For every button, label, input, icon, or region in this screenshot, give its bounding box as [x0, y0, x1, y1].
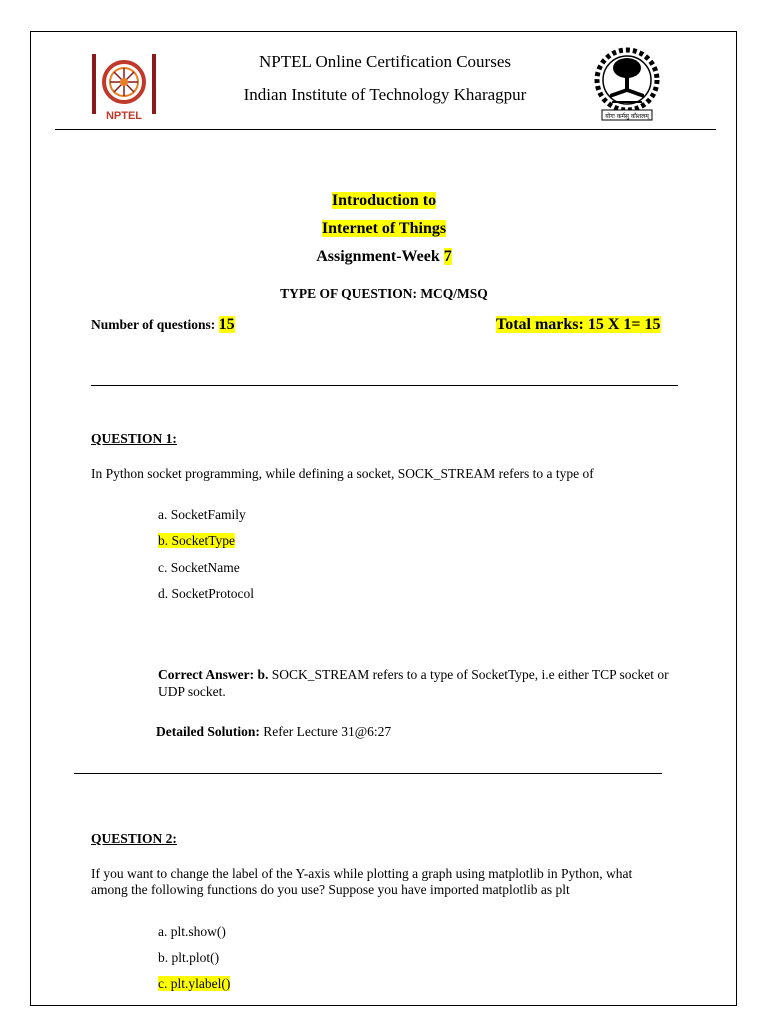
question-1-option-c: c. SocketName — [158, 560, 240, 575]
question-type: TYPE OF QUESTION: MCQ/MSQ — [280, 286, 488, 301]
question-1-detailed-solution: Detailed Solution: Refer Lecture 31@6:27 — [156, 724, 392, 739]
header-line1: NPTEL Online Certification Courses — [259, 52, 511, 71]
question-2-option-a: a. plt.show() — [158, 924, 226, 939]
question-2-text: If you want to change the label of the Y-axis while plotting a graph using matplotlib in Python, what among the following functions do you use? Suppose you have imported matplotlib as plt — [91, 866, 633, 897]
question-1-heading: QUESTION 1: — [91, 431, 177, 446]
header-divider — [55, 129, 716, 130]
question-1-option-d: d. SocketProtocol — [158, 586, 254, 601]
nptel-logo-text: NPTEL — [105, 110, 143, 122]
iit-logo-caption: योगः कर्मसु कौशलम् — [605, 113, 649, 120]
question-divider — [74, 773, 662, 774]
course-title-line1: Introduction to — [331, 192, 437, 209]
question-1-option-b: b. SocketType — [158, 533, 236, 548]
page-border — [30, 31, 737, 1006]
iit-kgp-logo — [592, 44, 662, 122]
question-2-option-b: b. plt.plot() — [158, 950, 220, 965]
question-2-option-c: c. plt.ylabel() — [158, 976, 231, 991]
header-line2: Indian Institute of Technology Kharagpur — [243, 85, 527, 104]
number-of-questions: Number of questions: 15 — [91, 316, 235, 333]
question-2-heading: QUESTION 2: — [91, 831, 177, 846]
nptel-logo — [90, 50, 158, 124]
question-1-text: In Python socket programming, while defining a socket, SOCK_STREAM refers to a type of — [91, 466, 594, 481]
total-marks: Total marks: 15 X 1= 15 — [496, 316, 661, 333]
course-title-line2: Internet of Things — [321, 220, 447, 237]
assignment-title: Assignment-Week 7 — [316, 248, 452, 265]
question-1-correct-answer: Correct Answer: b. SOCK_STREAM refers to a type of SocketType, i.e either TCP socket or UDP socket. — [158, 667, 669, 699]
question-1-option-a: a. SocketFamily — [158, 507, 246, 522]
section-divider — [91, 385, 678, 386]
